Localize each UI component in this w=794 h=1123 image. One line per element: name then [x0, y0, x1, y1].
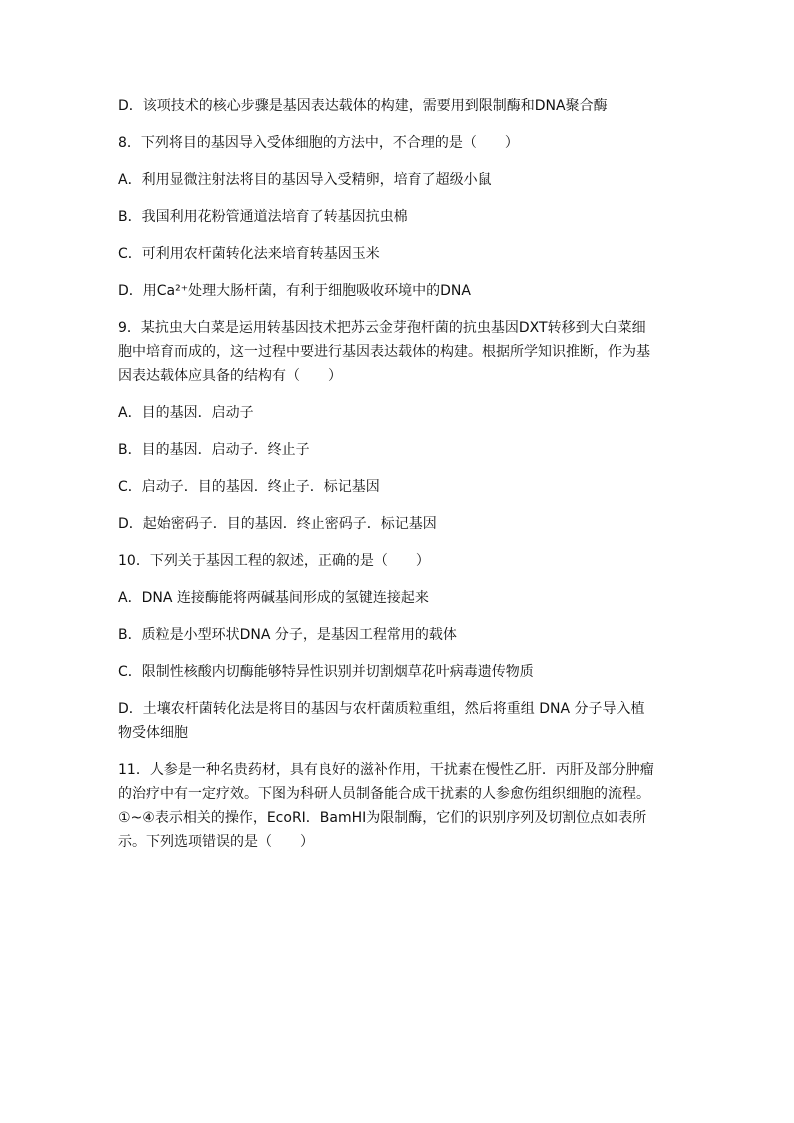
question-10-stem: 10．下列关于基因工程的叙述，正确的是（ ） — [118, 553, 430, 569]
question-9-line-2: 胞中培育而成的，这一过程中要进行基因表达载体的构建。根据所学知识推断，作为基 — [118, 344, 650, 360]
option-10d — [118, 697, 703, 745]
text-line: D．用Ca²⁺处理大肠杆菌，有利于细胞吸收环境中的DNA — [118, 283, 471, 299]
option-10c — [118, 660, 703, 684]
option-8d — [118, 279, 703, 303]
option-9a — [118, 401, 703, 425]
option-8c — [118, 242, 703, 266]
question-11 — [118, 758, 703, 854]
text-line: B．目的基因．启动子．终止子 — [118, 442, 310, 458]
option-10d-line-1: D．土壤农杆菌转化法是将目的基因与农杆菌质粒重组，然后将重组 DNA 分子导入植 — [118, 701, 645, 717]
option-8b — [118, 205, 703, 229]
question-9 — [118, 316, 703, 388]
text-line: D．起始密码子．目的基因．终止密码子．标记基因 — [118, 516, 437, 532]
text-line: C．启动子．目的基因．终止子．标记基因 — [118, 479, 380, 495]
text-line: C．可利用农杆菌转化法来培育转基因玉米 — [118, 246, 380, 262]
text-line: A．DNA 连接酶能将两碱基间形成的氢键连接起来 — [118, 590, 429, 606]
text-line: C．限制性核酸内切酶能够特异性识别并切割烟草花叶病毒遗传物质 — [118, 664, 534, 680]
option-10a — [118, 586, 703, 610]
question-11-line-3: ①~④表示相关的操作，EcoRⅠ．BamHⅠ为限制酶，它们的识别序列及切割位点如表所 — [118, 810, 647, 826]
option-9b — [118, 438, 703, 462]
document-body — [118, 94, 703, 867]
text-line: D．该项技术的核心步骤是基因表达载体的构建，需要用到限制酶和DNA聚合酶 — [118, 98, 608, 114]
text-line: B．质粒是小型环状DNA 分子，是基因工程常用的载体 — [118, 627, 457, 643]
text-line: A．目的基因．启动子 — [118, 405, 254, 421]
question-10 — [118, 549, 703, 573]
text-line: A．利用显微注射法将目的基因导入受精卵，培育了超级小鼠 — [118, 172, 492, 188]
option-8a — [118, 168, 703, 192]
question-8 — [118, 131, 703, 155]
question-9-line-3: 因表达载体应具备的结构有（ ） — [118, 368, 342, 384]
option-10d-line-2: 物受体细胞 — [118, 725, 188, 741]
question-8-stem: 8．下列将目的基因导入受体细胞的方法中，不合理的是（ ） — [118, 135, 519, 151]
question-11-line-2: 的治疗中有一定疗效。下图为科研人员制备能合成干扰素的人参愈伤组织细胞的流程。 — [118, 786, 650, 802]
text-line: B．我国利用花粉管通道法培育了转基因抗虫棉 — [118, 209, 408, 225]
question-11-line-4: 示。下列选项错误的是（ ） — [118, 834, 314, 850]
option-9c — [118, 475, 703, 499]
option-10b — [118, 623, 703, 647]
question-11-line-1: 11．人参是一种名贵药材，具有良好的滋补作用，干扰素在慢性乙肝．丙肝及部分肿瘤 — [118, 762, 654, 778]
option-7d — [118, 94, 703, 118]
question-9-line-1: 9．某抗虫大白菜是运用转基因技术把苏云金芽孢杆菌的抗虫基因DXT转移到大白菜细 — [118, 320, 646, 336]
option-9d — [118, 512, 703, 536]
